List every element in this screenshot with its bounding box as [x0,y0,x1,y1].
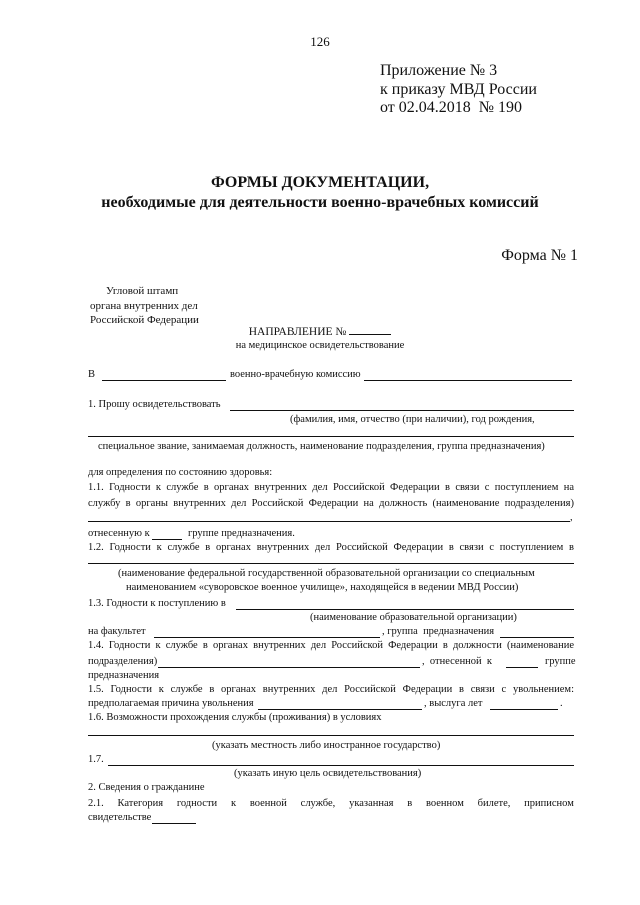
direction-number-field[interactable] [349,323,391,335]
p1-hint-2: специальное звание, занимаемая должность, наименование подразделения, группа предназначения) [98,441,545,452]
p11-department-field[interactable] [88,521,570,522]
p15-line-2c: . [560,698,563,709]
p11-comma: , [570,512,573,523]
to-prefix: В [88,369,96,380]
title-line-1: ФОРМЫ ДОКУМЕНТАЦИИ, [210,174,430,191]
to-commission-label: военно-врачебную комиссию [230,369,361,380]
p1-person-field[interactable] [230,410,574,411]
s21-word: службе, [300,798,336,809]
p15-line-2b: , выслуга лет [424,698,483,709]
commission-name-field[interactable] [364,380,572,381]
p11-group-field[interactable] [152,539,182,540]
title-line-2: необходимые для деятельности военно-врачебных комиссий [101,194,539,211]
p13-faculty-label: на факультет [88,626,146,637]
section-2-heading: 2. Сведения о гражданине [88,782,205,793]
p12-hint-1: (наименование федеральной государственной образовательной организации со специальным [118,568,535,579]
p16-location-field[interactable] [88,735,574,736]
p11-line-3a: отнесенную к [88,528,150,539]
appendix-line-1: Приложение № 3 [380,62,498,79]
p12-line-1: 1.2. Годности к службе в органах внутренних дел Российской Федерации в связи с поступлением в [88,542,574,553]
s21-word: в [407,798,413,809]
p13-organization-field[interactable] [236,609,574,610]
direction-heading-text: НАПРАВЛЕНИЕ № [248,326,347,338]
direction-heading [0,323,640,338]
s21-line-2: свидетельстве [88,812,152,823]
s21-word: годности [176,798,218,809]
stamp-line-3: Российской Федерации [90,314,199,326]
p11-line-1: 1.1. Годности к службе в органах внутренних дел Российской Федерации в связи с поступлением на [88,482,574,493]
p12-hint-2: наименованием «суворовское военное училище», находящейся в ведении МВД России) [126,582,519,593]
p15-line-2a: предполагаемая причина увольнения [88,698,254,709]
appendix-line-2: к приказу МВД России [380,80,537,98]
p13-label: 1.3. Годности к поступлению в [88,598,226,609]
p11-line-2: службу в органы внутренних дел Российской Федерации на должность (наименование подразделения) [88,498,574,509]
purpose-label: для определения по состоянию здоровья: [88,467,273,478]
s21-category-field[interactable] [152,823,196,824]
s21-word: военной [249,798,287,809]
p14-department-field[interactable] [158,667,420,668]
document-title [0,173,640,213]
s21-word: военном [425,798,464,809]
p15-reason-field[interactable] [258,709,422,710]
appendix-line-3: от 02.04.2018 № 190 [380,99,523,116]
s21-word: к [230,798,237,809]
corner-stamp-label [90,284,199,328]
p14-line-3: предназначения [88,670,160,681]
p17-label: 1.7. [88,754,104,765]
p13-faculty-field[interactable] [154,637,380,638]
p11-line-3b: группе предназначения. [188,528,295,539]
p17-other-purpose-field[interactable] [108,765,574,766]
page-number: 126 [310,34,330,49]
stamp-line-1: Угловой штамп [106,285,179,297]
p14-line-1: 1.4. Годности к службе в органах внутренних дел Российской Федерации в должности (наименование [88,640,574,651]
p1-label: 1. Прошу освидетельствовать [88,399,221,410]
p15-line-1: 1.5. Годности к службе в органах внутренних дел Российской Федерации в связи с увольнением: [88,684,574,695]
p16-line: 1.6. Возможности прохождения службы (проживания) в условиях [88,712,382,723]
s21-word: приписном [524,798,574,809]
to-authority-field[interactable] [102,380,226,381]
p17-hint: (указать иную цель освидетельствования) [234,768,422,779]
p14-line-2c: группе [545,656,576,667]
s21-word: указанная [349,798,394,809]
p14-line-2a: подразделения) [88,656,158,667]
direction-subheading: на медицинское освидетельствование [235,340,405,351]
stamp-line-2: органа внутренних дел [90,299,198,312]
p15-service-years-field[interactable] [490,709,558,710]
form-number: Форма № 1 [501,247,578,264]
s21-word: 2.1. [88,798,104,809]
p13-group-field[interactable] [500,637,574,638]
p13-group-label: , группа предназначения [382,626,495,637]
p13-hint: (наименование образовательной организации) [310,612,517,623]
s21-line-1 [88,797,574,810]
s21-word: билете, [477,798,511,809]
p14-group-field[interactable] [506,667,538,668]
p14-line-2b: , отнесенной к [422,656,493,667]
p12-organization-field[interactable] [88,563,574,564]
p16-hint: (указать местность либо иностранное государство) [212,740,441,751]
p1-hint-1: (фамилия, имя, отчество (при наличии), год рождения, [290,414,535,425]
appendix-block [380,62,537,118]
p1-person-field-2[interactable] [88,436,574,437]
s21-word: Категория [117,798,164,809]
